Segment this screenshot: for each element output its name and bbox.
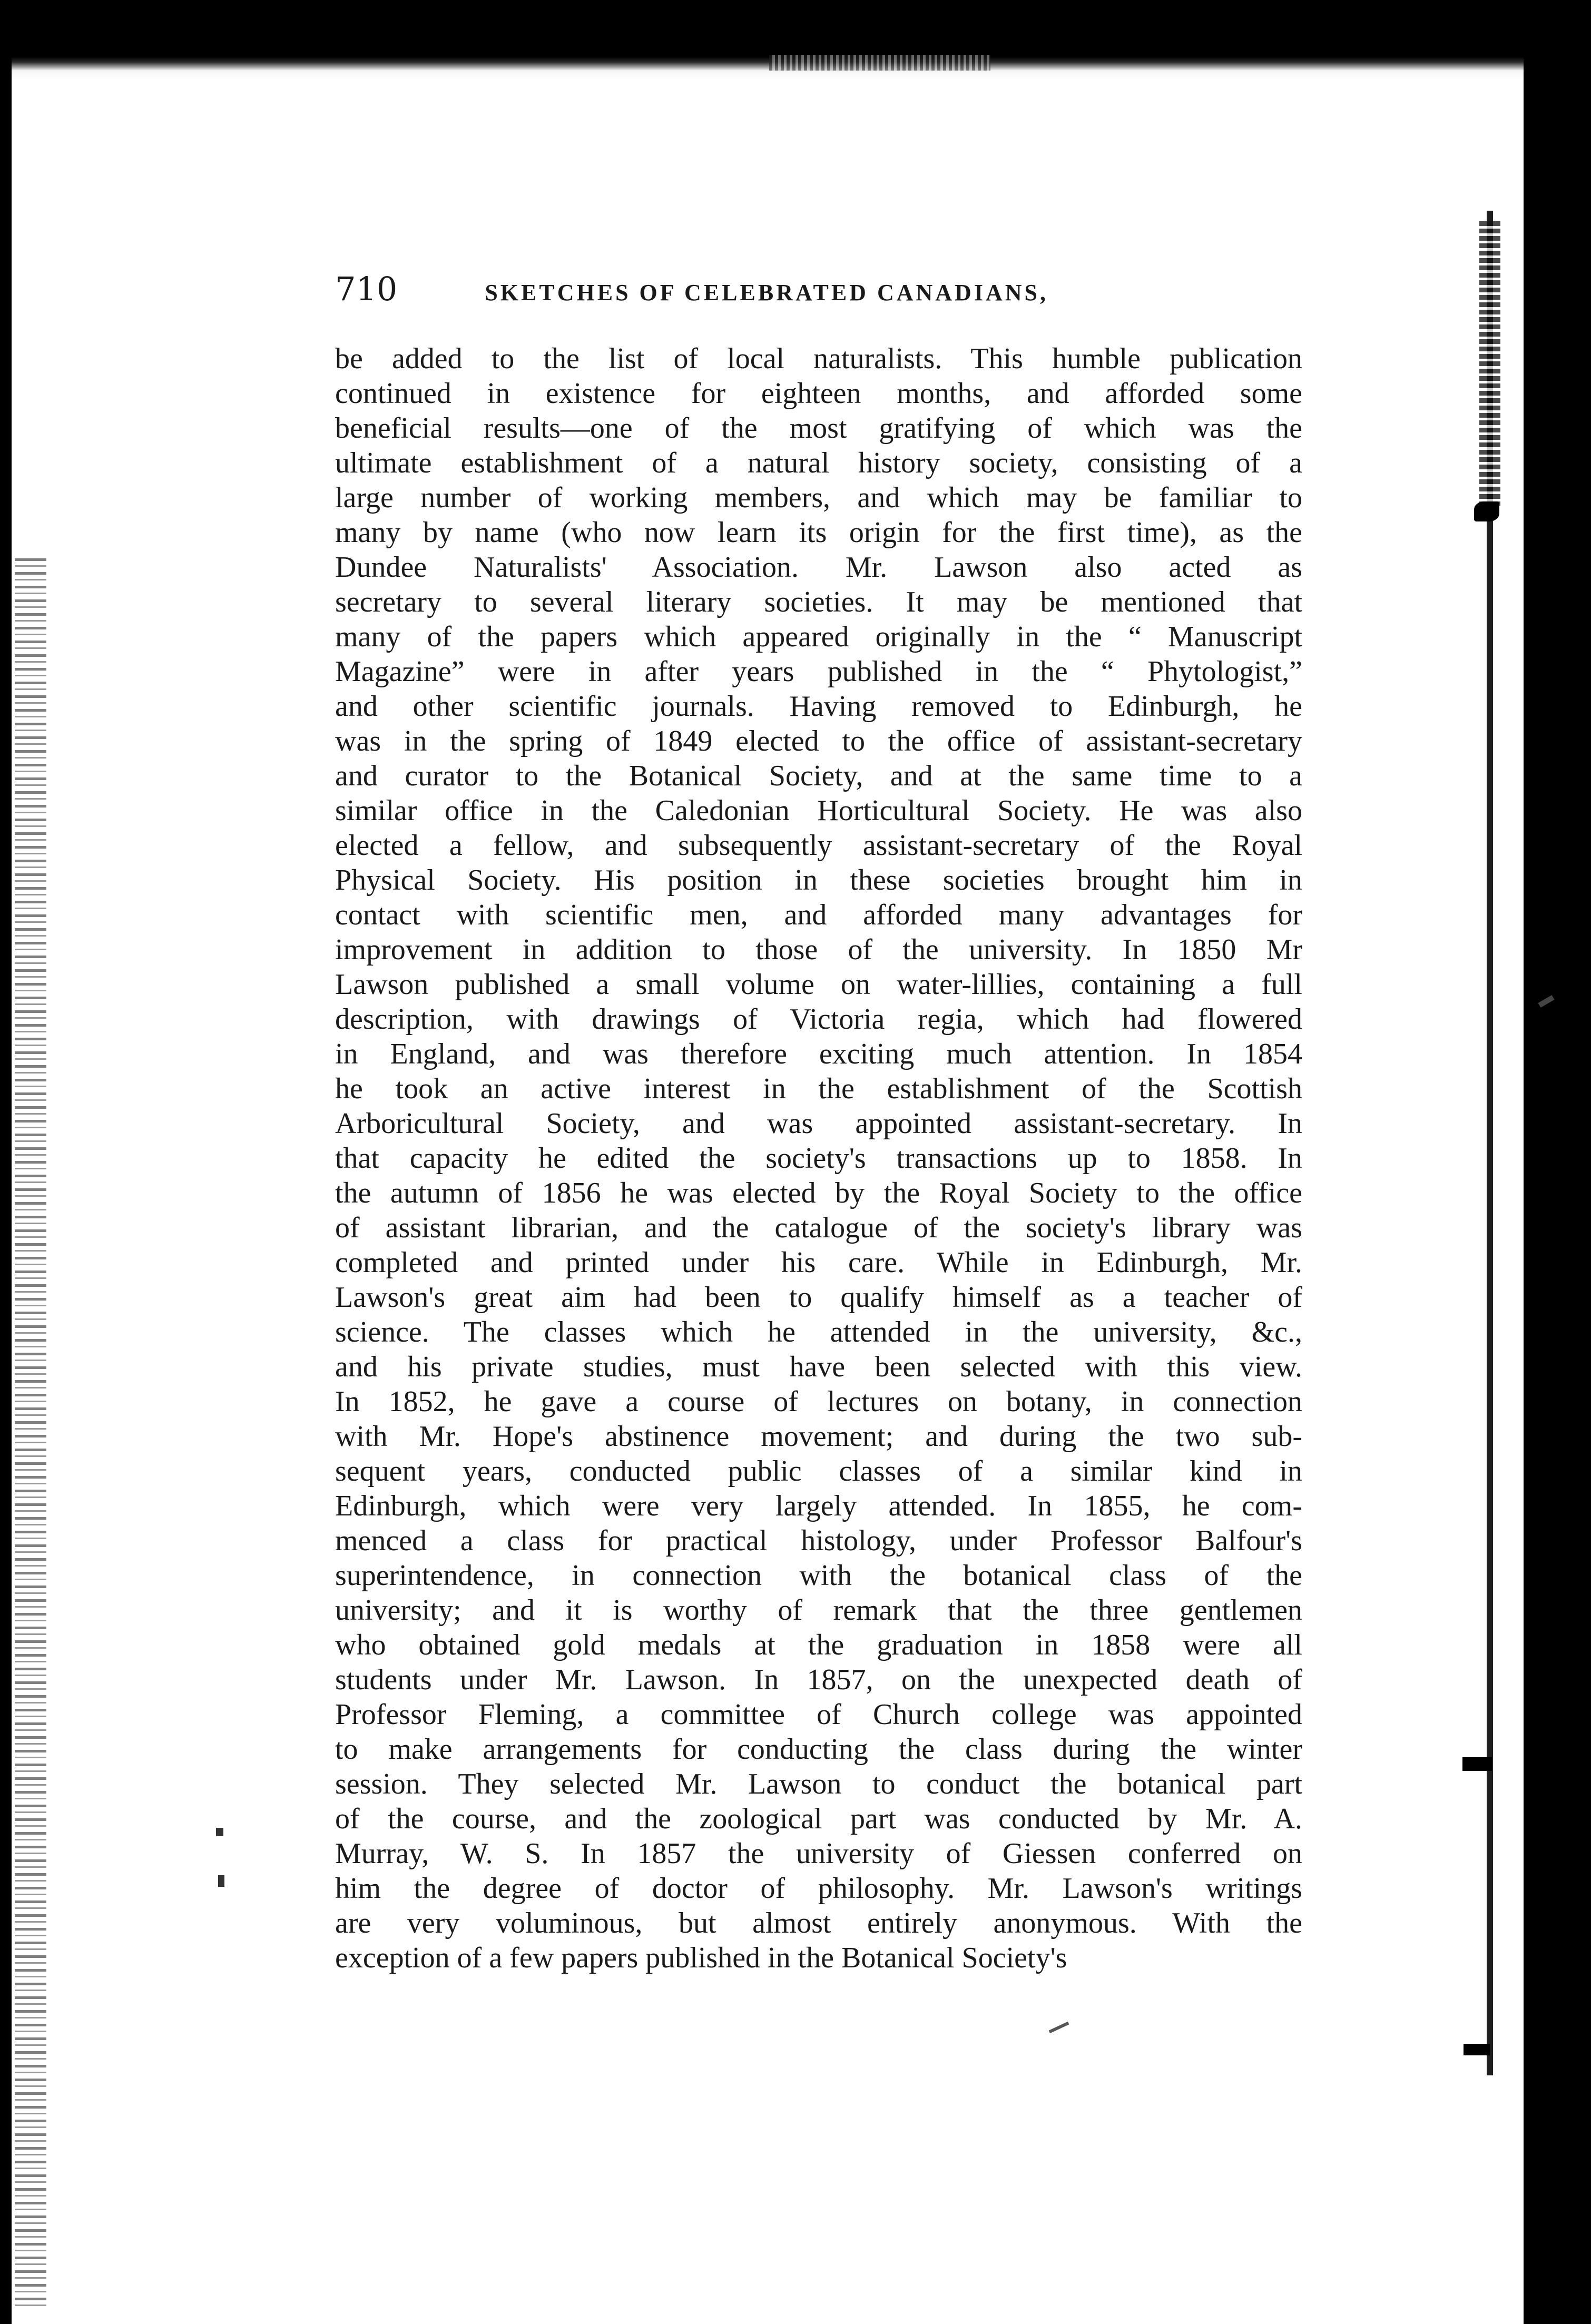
- ink-blot: [1462, 1757, 1492, 1771]
- text-line: science. The classes which he attended in the university, &c.,: [335, 1316, 1302, 1348]
- text-line: Lawson's great aim had been to qualify himself as a teacher of: [335, 1281, 1302, 1314]
- text-line: Magazine” were in after years published in the “ Phytologist,”: [335, 655, 1302, 688]
- text-line: many by name (who now learn its origin for the first time), as the: [335, 516, 1302, 549]
- text-line: continued in existence for eighteen months, and afforded some: [335, 377, 1302, 410]
- text-line: improvement in addition to those of the university. In 1850 Mr: [335, 933, 1302, 966]
- text-line: elected a fellow, and subsequently assistant-secretary of the Royal: [335, 829, 1302, 862]
- text-line: menced a class for practical histology, under Professor Balfour's: [335, 1524, 1302, 1557]
- text-line: contact with scientific men, and afforded many advantages for: [335, 899, 1302, 931]
- text-line: secretary to several literary societies. It may be mentioned that: [335, 586, 1302, 618]
- text-line: description, with drawings of Victoria regia, which had flowered: [335, 1003, 1302, 1036]
- text-line: to make arrangements for conducting the class during the winter: [335, 1733, 1302, 1766]
- page-number: 710: [335, 270, 398, 308]
- text-line: many of the papers which appeared originally in the “ Manuscript: [335, 621, 1302, 653]
- text-line: in England, and was therefore exciting much attention. In 1854: [335, 1038, 1302, 1070]
- binding-shadow-left: [15, 558, 46, 2307]
- text-line: Professor Fleming, a committee of Church college was appointed: [335, 1698, 1302, 1731]
- scan-noise-top: [769, 55, 990, 71]
- text-line: the autumn of 1856 he was elected by the Royal Society to the office: [335, 1177, 1302, 1209]
- ink-blot: [1474, 501, 1499, 521]
- text-line: who obtained gold medals at the graduation in 1858 were all: [335, 1629, 1302, 1661]
- text-line: was in the spring of 1849 elected to the office of assistant-secretary: [335, 725, 1302, 757]
- text-line: with Mr. Hope's abstinence movement; and during the two sub-: [335, 1420, 1302, 1453]
- text-line: In 1852, he gave a course of lectures on botany, in connection: [335, 1385, 1302, 1418]
- text-line: be added to the list of local naturalists. This humble publication: [335, 342, 1302, 375]
- text-line: he took an active interest in the establishment of the Scottish: [335, 1072, 1302, 1105]
- running-head: SKETCHES OF CELEBRATED CANADIANS,: [485, 280, 1048, 306]
- body-text: [335, 341, 1302, 1975]
- text-line: and other scientific journals. Having removed to Edinburgh, he: [335, 690, 1302, 723]
- text-line: superintendence, in connection with the botanical class of the: [335, 1559, 1302, 1592]
- text-line: university; and it is worthy of remark that the three gentlemen: [335, 1594, 1302, 1627]
- text-line: completed and printed under his care. While in Edinburgh, Mr.: [335, 1246, 1302, 1279]
- text-line: ultimate establishment of a natural history society, consisting of a: [335, 447, 1302, 479]
- text-line: and curator to the Botanical Society, and at the same time to a: [335, 760, 1302, 792]
- text-line: Lawson published a small volume on water-lillies, containing a full: [335, 968, 1302, 1001]
- text-line: Dundee Naturalists' Association. Mr. Lawson also acted as: [335, 551, 1302, 584]
- text-line: sequent years, conducted public classes of a similar kind in: [335, 1455, 1302, 1488]
- text-line: large number of working members, and which may be familiar to: [335, 481, 1302, 514]
- ink-speck: [1049, 2022, 1069, 2033]
- text-line: him the degree of doctor of philosophy. Mr. Lawson's writings: [335, 1872, 1302, 1905]
- text-line: similar office in the Caledonian Horticultural Society. He was also: [335, 794, 1302, 827]
- text-line: Edinburgh, which were very largely attended. In 1855, he com-: [335, 1490, 1302, 1522]
- text-line: that capacity he edited the society's transactions up to 1858. In: [335, 1142, 1302, 1175]
- text-line: Arboricultural Society, and was appointed assistant-secretary. In: [335, 1107, 1302, 1140]
- text-line: students under Mr. Lawson. In 1857, on the unexpected death of: [335, 1663, 1302, 1696]
- ink-speck: [216, 1828, 223, 1836]
- text-line: Physical Society. His position in these societies brought him in: [335, 864, 1302, 897]
- text-line: of the course, and the zoological part was conducted by Mr. A.: [335, 1803, 1302, 1835]
- page-header: [335, 270, 1294, 317]
- text-line: of assistant librarian, and the catalogue of the society's library was: [335, 1212, 1302, 1244]
- ink-speck: [218, 1875, 224, 1887]
- page-edge-ink-right: [1479, 221, 1500, 506]
- scan-edge-left: [0, 0, 12, 2324]
- text-line: are very voluminous, but almost entirely anonymous. With the: [335, 1907, 1302, 1939]
- text-line: exception of a few papers published in the Botanical Society's: [335, 1942, 1067, 1974]
- text-line: and his private studies, must have been selected with this view.: [335, 1351, 1302, 1383]
- ink-blot: [1464, 2044, 1490, 2055]
- text-line: Murray, W. S. In 1857 the university of Giessen conferred on: [335, 1837, 1302, 1870]
- text-line: session. They selected Mr. Lawson to conduct the botanical part: [335, 1768, 1302, 1800]
- text-line: beneficial results—one of the most gratifying of which was the: [335, 412, 1302, 445]
- scan-edge-right: [1524, 0, 1591, 2324]
